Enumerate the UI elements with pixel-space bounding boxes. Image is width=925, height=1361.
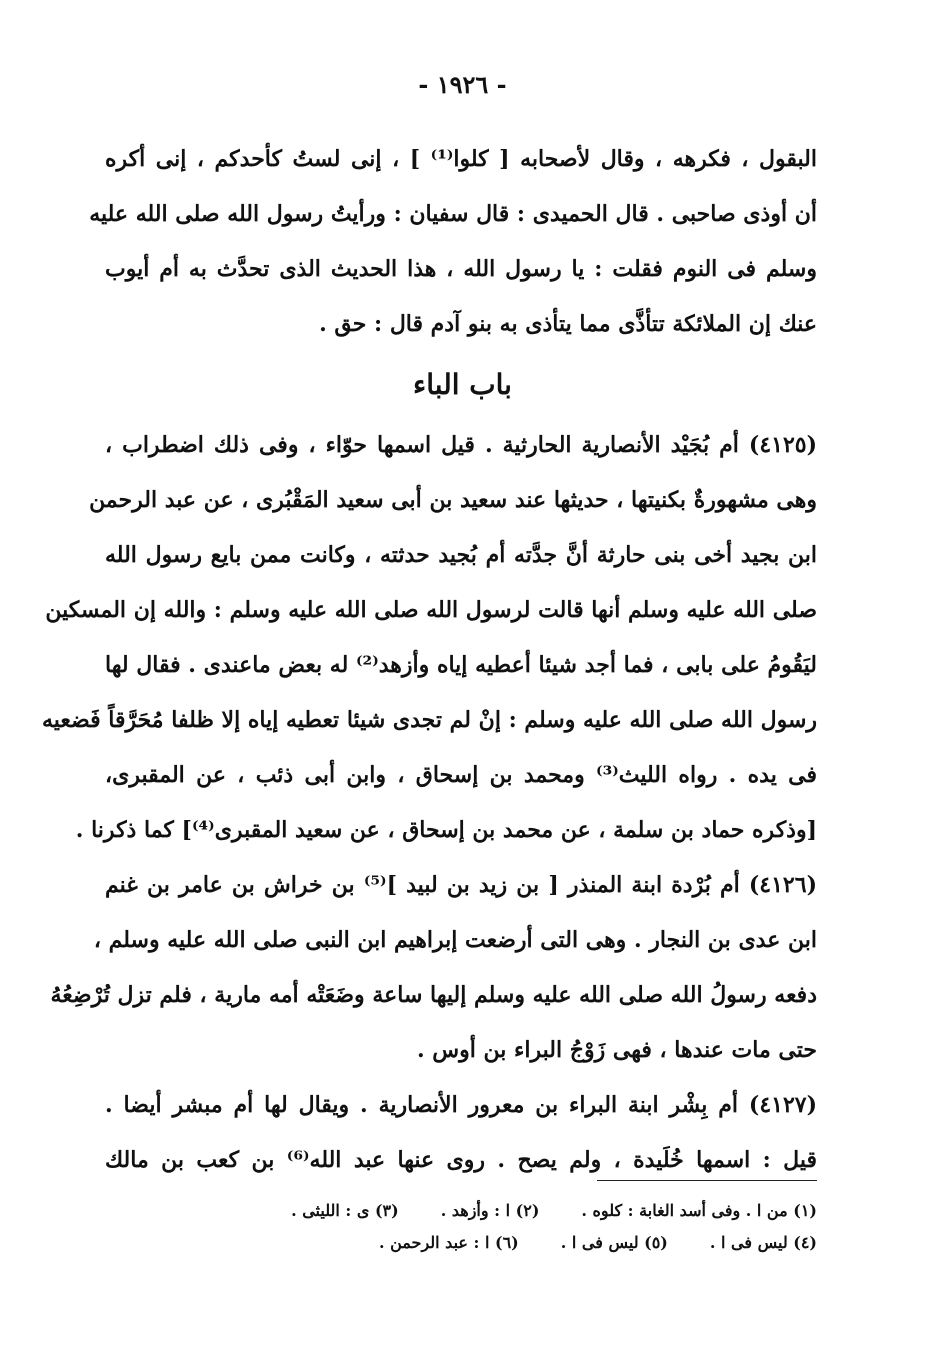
section-heading: باب الباء bbox=[413, 368, 512, 401]
main-text bbox=[41, 418, 817, 1188]
text-line: البقول ، فكرهه ، وقال لأصحابه [ كلوا⁽¹⁾ ] ، إنى لستُ كأحدكم ، إنى أكره bbox=[105, 146, 817, 172]
text-line: صلى الله عليه وسلم أنها قالت لرسول الله صلى الله عليه وسلم : والله إن المسكين bbox=[45, 597, 817, 623]
footnote-row bbox=[105, 1227, 817, 1259]
text-line: دفعه رسولُ الله صلى الله عليه وسلم إليها ساعة وضَعَتْه أمه مارية ، فلم تزل تُرْضِعُهُ bbox=[50, 982, 817, 1008]
footnote-5: (٥) ليس فى ا . bbox=[560, 1233, 668, 1252]
footnote-1: (١) من ا . وفى أسد الغابة : كلوه . bbox=[581, 1201, 817, 1220]
text-line: فى يده . رواه الليث⁽³⁾ ومحمد بن إسحاق ، وابن أبى ذئب ، عن المقبرى، bbox=[105, 762, 817, 788]
text-line: وهى مشهورةٌ بكنيتها ، حديثها عند سعيد بن أبى سعيد المَقْبُرى ، عن عبد الرحمن bbox=[89, 487, 817, 513]
page-number: - ١٩٢٦ - bbox=[418, 70, 507, 99]
text-line: [وذكره حماد بن سلمة ، عن محمد بن إسحاق ، عن سعيد المقبرى⁽⁴⁾] كما ذكرنا . bbox=[75, 817, 817, 843]
entry-4126-line: (٤١٢٦) أم بُرْدة ابنة المنذر [ بن زيد بن لبيد ]⁽⁵⁾ بن خراش بن عامر بن غنم bbox=[105, 872, 817, 898]
footnote-4: (٤) ليس فى ا . bbox=[709, 1233, 817, 1252]
text-line: ابن بجيد أخى بنى حارثة أنَّ جدَّته أم بُجيد حدثته ، وكانت ممن بايع رسول الله bbox=[105, 542, 817, 568]
footnote-6: (٦) ا : عبد الرحمن . bbox=[378, 1233, 519, 1252]
top-paragraph bbox=[89, 132, 817, 352]
entry-4127-line: (٤١٢٧) أم بِشْر ابنة البراء بن معرور الأنصارية . ويقال لها أم مبشر أيضا . bbox=[105, 1092, 817, 1118]
text-line: ليَقُومُ على بابى ، فما أجد شيئا أعطيه إياه وأزهد⁽²⁾ له بعض ماعندى . فقال لها bbox=[105, 652, 817, 678]
text-line: أن أوذى صاحبى . قال الحميدى : قال سفيان : ورأيتُ رسول الله صلى الله عليه bbox=[89, 201, 817, 227]
footnote-row bbox=[105, 1195, 817, 1227]
text-line: ابن عدى بن النجار . وهى التى أرضعت إبراهيم ابن النبى صلى الله عليه وسلم ، bbox=[93, 927, 817, 953]
text-line: وسلم فى النوم فقلت : يا رسول الله ، هذا الحديث الذى تحدَّث به أم أيوب bbox=[105, 256, 817, 282]
entry-4125-line: (٤١٢٥) أم بُجَيْد الأنصارية الحارثية . قيل اسمها حوّاء ، وفى ذلك اضطراب ، bbox=[105, 432, 817, 458]
footnotes bbox=[105, 1195, 817, 1259]
footnote-divider bbox=[597, 1180, 817, 1181]
text-line: رسول الله صلى الله عليه وسلم : إنْ لم تجدى شيئا تعطيه إياه إلا ظلفا مُحَرَّقاً فَضعيه bbox=[41, 707, 817, 733]
footnote-2: (٢) ا : وأزهد . bbox=[440, 1201, 540, 1220]
text-line: حتى مات عندها ، فهى زَوْجُ البراء بن أوس . bbox=[416, 1037, 817, 1063]
text-line: قيل : اسمها خُلَيدة ، ولم يصح . روى عنها عبد الله⁽⁶⁾ بن كعب بن مالك bbox=[105, 1147, 817, 1173]
text-line: عنك إن الملائكة تتأذَّى مما يتأذى به بنو آدم قال : حق . bbox=[319, 311, 817, 337]
footnote-3: (٣) ى : الليثى . bbox=[291, 1201, 399, 1220]
